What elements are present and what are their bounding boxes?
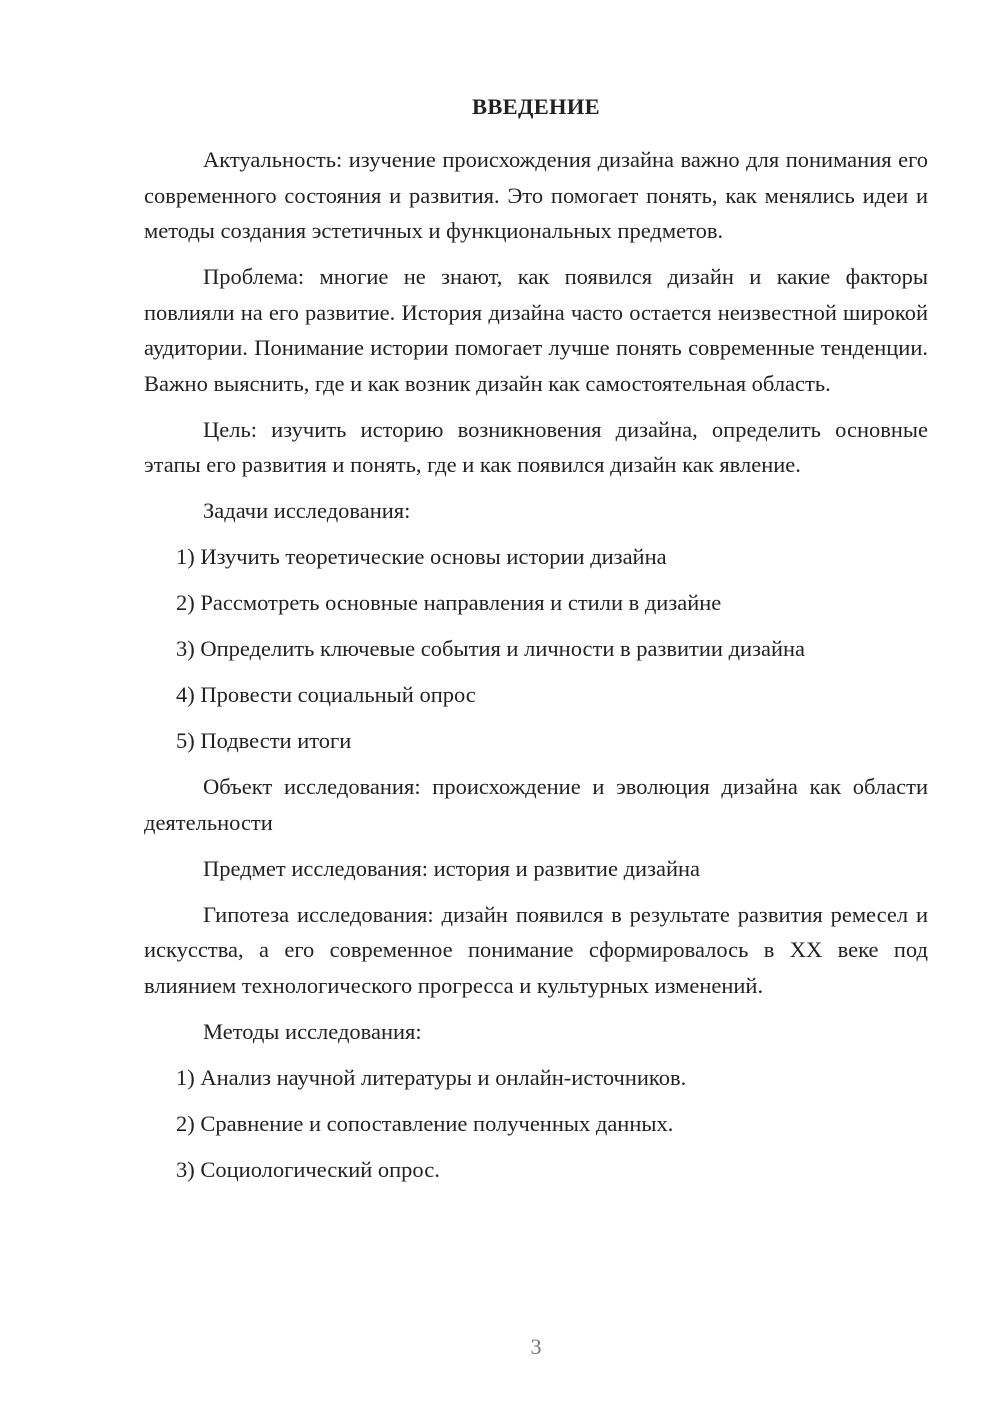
list-item: 3) Социологический опрос. — [176, 1156, 440, 1182]
methods-list — [144, 1060, 928, 1188]
tasks-heading: Задачи исследования: — [203, 498, 411, 523]
object-paragraph: Объект исследования: происхождение и эволюция дизайна как области деятельности — [144, 774, 928, 835]
section-title: ВВЕДЕНИЕ — [472, 94, 600, 119]
list-item: 2) Рассмотреть основные направления и стили в дизайне — [176, 590, 722, 615]
tasks-list — [144, 539, 928, 759]
list-item: 5) Подвести итоги — [176, 728, 352, 753]
list-item: 3) Определить ключевые события и личности в развитии дизайна — [176, 636, 806, 661]
page-number: 3 — [530, 1334, 542, 1359]
subject-paragraph: Предмет исследования: история и развитие дизайна — [203, 855, 701, 881]
list-item: 2) Сравнение и сопоставление полученных данных. — [176, 1110, 674, 1136]
relevance-paragraph: Актуальность: изучение происхождения дизайна важно для понимания его современного состояния и развития. Это помогает понять, как менялись идеи и методы создания эстетичных и функциональных предметов. — [144, 147, 928, 243]
document-body — [144, 142, 928, 1198]
list-item: 4) Провести социальный опрос — [176, 682, 476, 707]
goal-paragraph: Цель: изучить историю возникновения дизайна, определить основные этапы его развития и понять, где и как появился дизайн как явление. — [144, 416, 928, 477]
methods-heading: Методы исследования: — [203, 1018, 422, 1044]
list-item: 1) Анализ научной литературы и онлайн-источников. — [176, 1064, 687, 1090]
list-item: 1) Изучить теоретические основы истории дизайна — [176, 544, 667, 569]
problem-paragraph: Проблема: многие не знают, как появился дизайн и какие факторы повлияли на его развитие. История дизайна часто остается неизвестной широкой аудитории. Понимание истории помогает лучше понять современные тенденции. Важно выяснить, где и как возник дизайн как самостоятельная область. — [144, 264, 928, 396]
hypothesis-paragraph: Гипотеза исследования: дизайн появился в результате развития ремесел и искусства, а его современное понимание сформировалось в XX веке под влиянием технологического прогресса и культурных изменений. — [144, 901, 928, 998]
